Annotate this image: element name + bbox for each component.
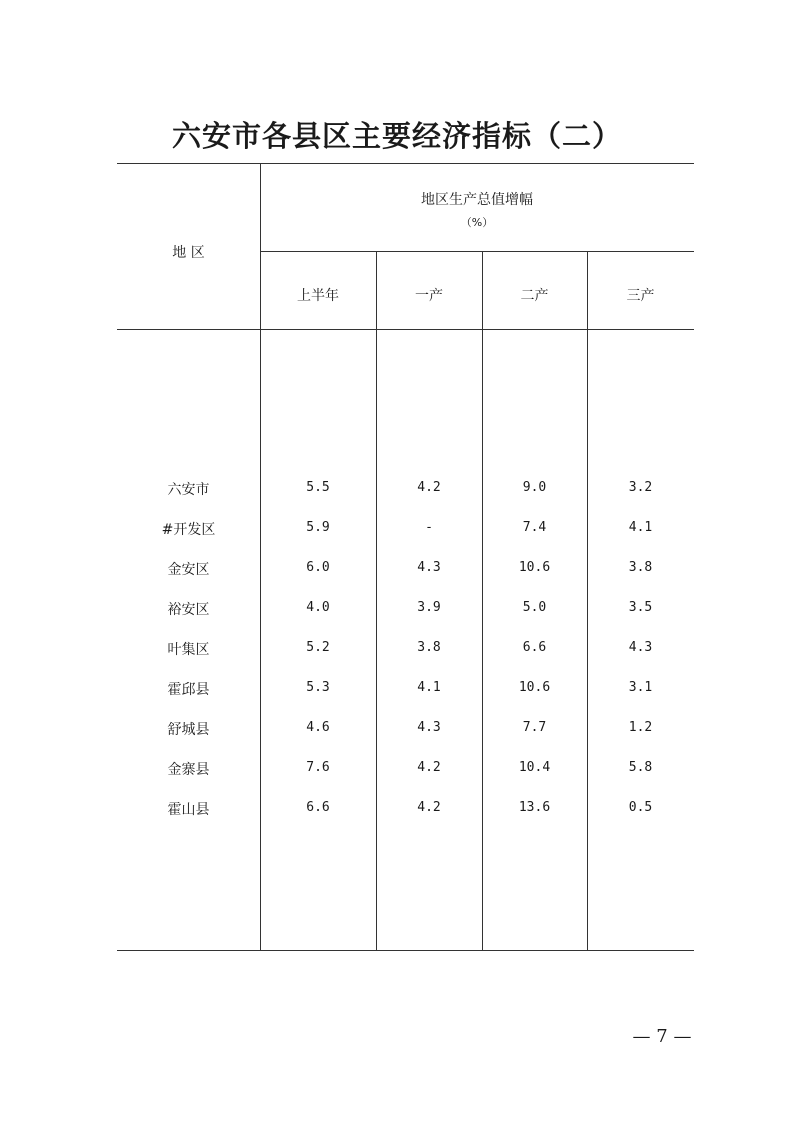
row-region: 霍山县 xyxy=(167,802,210,818)
row-value: 4.3 xyxy=(417,560,441,575)
row-region: 金寨县 xyxy=(167,762,210,778)
row-value: 3.9 xyxy=(417,600,441,615)
column-header-primary: 一产 xyxy=(415,288,443,304)
row-region: 霍邱县 xyxy=(167,682,210,698)
row-value: 10.6 xyxy=(518,680,551,695)
row-value: 13.6 xyxy=(518,800,551,815)
row-value: 4.3 xyxy=(628,640,653,655)
row-value: 4.2 xyxy=(417,480,441,495)
row-value: - xyxy=(425,520,433,535)
row-value: 4.6 xyxy=(306,720,330,735)
row-value: 3.1 xyxy=(628,680,653,695)
column-header-tertiary: 三产 xyxy=(626,288,655,304)
row-value: 3.8 xyxy=(417,640,441,655)
row-value: 7.7 xyxy=(522,720,547,735)
row-value: 10.4 xyxy=(518,760,551,775)
page-number: — 7 — xyxy=(632,1026,692,1047)
row-region: #开发区 xyxy=(161,522,216,538)
row-value: 5.9 xyxy=(306,520,330,535)
header-group-rule xyxy=(260,251,694,252)
table-top-rule xyxy=(117,163,694,164)
row-region: 叶集区 xyxy=(167,642,210,658)
row-value: 4.1 xyxy=(417,680,441,695)
table-bottom-rule xyxy=(117,950,694,951)
row-value: 10.6 xyxy=(518,560,551,575)
row-value: 3.8 xyxy=(628,560,653,575)
gdp-growth-header: 地区生产总值增幅 xyxy=(421,192,533,208)
row-value: 0.5 xyxy=(628,800,653,815)
row-value: 6.6 xyxy=(522,640,547,655)
row-value: 9.0 xyxy=(522,480,547,495)
row-value: 4.3 xyxy=(417,720,441,735)
column-header-secondary: 二产 xyxy=(520,288,549,304)
row-value: 5.5 xyxy=(306,480,330,495)
row-value: 5.8 xyxy=(628,760,653,775)
row-region: 裕安区 xyxy=(167,602,210,618)
row-region: 六安市 xyxy=(167,482,210,498)
page-title: 六安市各县区主要经济指标（二） xyxy=(171,119,622,153)
region-column-divider xyxy=(260,163,261,950)
region-header: 地 区 xyxy=(172,245,205,261)
row-value: 6.6 xyxy=(306,800,330,815)
row-value: 7.6 xyxy=(306,760,330,775)
row-value: 5.2 xyxy=(306,640,330,655)
row-value: 4.2 xyxy=(417,760,441,775)
row-value: 6.0 xyxy=(306,560,330,575)
row-value: 4.0 xyxy=(306,600,330,615)
row-value: 5.3 xyxy=(306,680,330,695)
row-value: 5.0 xyxy=(522,600,547,615)
row-value: 1.2 xyxy=(628,720,653,735)
row-value: 7.4 xyxy=(522,520,547,535)
column-header-half-year: 上半年 xyxy=(297,288,339,304)
row-region: 舒城县 xyxy=(167,722,210,738)
row-value: 3.2 xyxy=(628,480,653,495)
row-value: 3.5 xyxy=(628,600,653,615)
row-value: 4.1 xyxy=(628,520,653,535)
header-bottom-rule xyxy=(117,329,694,330)
row-region: 金安区 xyxy=(167,562,210,578)
unit-label: （%） xyxy=(460,216,494,229)
row-value: 4.2 xyxy=(417,800,441,815)
